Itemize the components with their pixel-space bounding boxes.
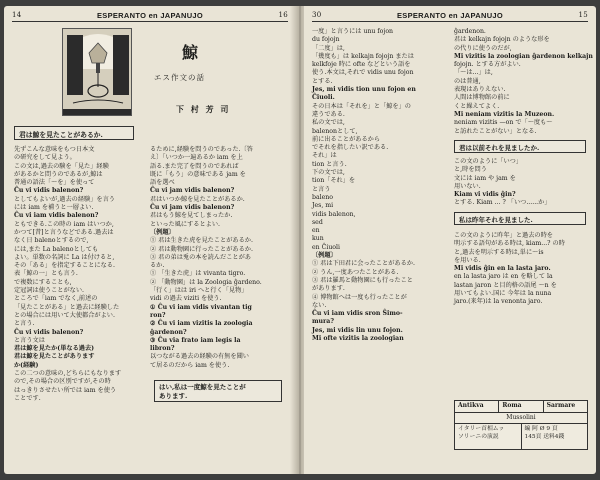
right-running-title: ESPERANTO en JAPANUJO: [396, 10, 504, 20]
text-line: ない.: [312, 301, 327, 309]
text-line: 語を選べ: [150, 179, 175, 187]
text-line: jaro.(来年)は la venonta jaro.: [454, 298, 543, 306]
left-column-2: [150, 146, 290, 370]
text-line: るために,経験を問うのであった.〔答: [150, 146, 253, 153]
text-line: 既に「もう」の意味である jam を: [150, 170, 246, 178]
example-sentence: Ĉu vi jam vidis balenon?: [150, 204, 235, 212]
text-line: とする.: [312, 77, 333, 85]
right-column-2c: [454, 232, 592, 307]
exercise-item: ① 君は生きた虎を見たことがあるか.: [150, 237, 253, 245]
text-line: fojojn. とする方がよい.: [454, 61, 521, 69]
text-line: ② 「動物園」は la Zoologia ĝardeno.: [150, 278, 262, 286]
example-sentence: Mi neniam vizitis la Muzeon.: [454, 110, 555, 118]
text-line: 君は鯨を見たか(単なる過去): [14, 345, 95, 353]
text-line: のは普通,: [454, 77, 481, 85]
text-line: それ」は: [312, 152, 337, 160]
example-sentence: Jes, mi vidis tion unu fojon en: [312, 86, 416, 94]
right-column-2: [454, 28, 592, 136]
exercise-heading: 〔例題〕: [150, 228, 175, 236]
exercise-item: ③ 君は羅馬と動物園にも行ったこと: [312, 276, 413, 284]
text-line: 文には iam や jam を: [454, 174, 516, 182]
text-line: kelkfoje 時に ofte などという語を: [312, 61, 411, 69]
text-line: du fojojn: [312, 36, 340, 44]
ad-price: 編 阿 Ø 9 頁 145頁 送料4錢: [524, 426, 565, 440]
ad-title-word: Sarmare: [546, 402, 576, 409]
ad-title-word: Roma: [499, 401, 543, 412]
text-line: tion と言う.: [312, 160, 347, 168]
text-line: を用いる.: [454, 256, 481, 264]
text-line: があるかと問うのであるが,鯨は: [14, 170, 103, 178]
text-line: ことです.: [14, 394, 41, 402]
text-line: 「幾度も」は kelkajn fojojn または: [312, 52, 414, 60]
left-running-title: ESPERANTO en JAPANUJO: [96, 10, 204, 20]
text-line: 普通の語法「〜を」を使って: [14, 179, 95, 187]
article-subtitle: エス作文の話: [154, 73, 205, 82]
text-line: には iam を補うと一層よい.: [14, 204, 94, 212]
right-column-2b: [454, 158, 592, 208]
text-line: ので,その場合の区別ですが,その時: [14, 378, 111, 386]
text-line: と言う: [312, 185, 331, 193]
answer-line: ② Ĉu vi iam vizitis la zoologia: [150, 320, 253, 328]
right-page-number: 15: [578, 11, 588, 19]
left-page-number: 14: [12, 11, 22, 19]
text-line: 君は kelkajn fojojn のような形を: [454, 36, 550, 44]
text-line: との場合には用いて大使都合がよい.: [14, 311, 115, 319]
left-page: [4, 6, 296, 474]
text-line: 人間は博物館の前に: [454, 94, 510, 102]
text-line: よい。単数の名詞に La は付けると,: [14, 253, 115, 261]
answer-line: ① Ĉu vi iam vidis vivantan tig: [150, 303, 252, 311]
text-line: 君は鯨を見たことがあります: [14, 353, 95, 361]
example-sentence: Mi vizitis la zoologian ĝardenon kelkajn: [454, 52, 593, 60]
text-line: と,時を問う: [454, 166, 487, 174]
text-line: 用いてもよい.国に 今年は la nuna: [454, 290, 552, 298]
text-line: balenonとして,: [312, 127, 358, 135]
answer-line: mura?: [312, 318, 334, 326]
left-running-number: 16: [278, 11, 288, 19]
text-line: 「行く」はは iri へと行く「見物」: [150, 287, 248, 295]
right-column-1: [312, 28, 446, 343]
answer-line: ron?: [150, 311, 166, 319]
boxed-question: 君は鯨を見たことがあるか.: [14, 126, 134, 140]
text-line: ともできる.この時の iam はいつか,: [14, 220, 114, 228]
answer-line: ĝardenon?: [150, 328, 187, 336]
text-line: Jes, mi: [312, 202, 334, 210]
text-line: en la lasta jaro は en を略して la: [454, 273, 553, 281]
text-line: 君はもう鯨を見てしまったか.: [150, 212, 233, 220]
text-line: 以つながる過去の経験の有無を聞い: [150, 353, 249, 361]
text-line: 一度」と言うには unu fojon: [312, 28, 394, 35]
text-line: neniam vizitis —on で「〜度も〜: [454, 119, 553, 127]
exercise-item: ① 君は下田君に会ったことがあるか.: [312, 260, 415, 268]
answer-line: Mi ofte vizitis la zoologian: [312, 334, 404, 342]
text-line: 君はいつか鯨を見たことがあるか.: [150, 195, 245, 203]
text-line: くと繰えてよく.: [454, 102, 500, 110]
article-author: 下 村 芳 司: [176, 104, 231, 114]
answer-line: ③ Ĉu via frato iam legis la: [150, 336, 241, 344]
boxed-sentence-3: 私は昨年それを見ました.: [454, 212, 586, 225]
left-column-1: [14, 146, 142, 403]
text-line: とする. Kiam ... ? 「いつ......か」: [454, 199, 551, 207]
text-line: その「ある」を指定することになる.: [14, 262, 115, 270]
text-line: vidis balenon,: [312, 210, 356, 218]
text-line: かつて[昔]と言うなどである.過去は: [14, 228, 114, 236]
text-line: 「二度」は,: [312, 44, 345, 52]
book-advertisement: [454, 400, 588, 450]
text-line: と言う文は: [14, 336, 45, 344]
example-sentence: Ĉu vi jam vidis balenon?: [150, 187, 235, 195]
article-kanji-title: 鯨: [182, 43, 199, 62]
text-line: 明示する語句がある時は, kiam...? の時: [454, 240, 565, 248]
text-line: には,また La balenoとしても: [14, 245, 99, 253]
answer-line: libron?: [150, 345, 175, 353]
ad-author-name: Mussolini: [455, 412, 587, 423]
text-line: の代りに使うのだが,: [454, 44, 512, 52]
text-line: 私の文では,: [312, 119, 345, 127]
exercise-item: ③ 君の弟は兎の本を読んだことがあ: [150, 253, 251, 261]
text-line: と,過去を明示する時は,単に〜is: [454, 248, 544, 256]
text-line: この文のように昨年」と過去の時を: [454, 232, 553, 239]
answer-line: Jes, mi vidis lin unu fojon.: [312, 326, 403, 334]
left-running-header: [12, 10, 288, 20]
text-line: baleno: [312, 193, 334, 201]
text-line: なく日 balenoとするので,: [14, 237, 89, 245]
text-line: 使う.本文は,それで vidis unu fojon: [312, 69, 414, 77]
text-line: と訪れたことがない」となる.: [454, 127, 537, 135]
text-line: としてもよいが,過去の経験」を言う: [14, 195, 115, 203]
text-line: ① 「生きた虎」は vivanta tigro.: [150, 270, 246, 278]
text-line: 違うである.: [312, 110, 345, 118]
text-line: 前に出ることがあるから: [312, 135, 381, 143]
boxed-question-2: 君は以前それを見ましたか.: [454, 140, 586, 153]
text-line: か(経験): [14, 361, 39, 369]
text-line: その日本は「それを」と「鯨を」の: [312, 102, 411, 110]
text-line: 定冠詞は使うことがない.: [14, 287, 85, 295]
text-line: この文のように「いつ」: [454, 158, 523, 165]
text-line: え〕「いつか一遍あるか iam を上: [150, 154, 243, 162]
text-line: でそれを指したい訳である.: [312, 144, 389, 152]
left-header-rule: [12, 21, 288, 22]
exercise-item: ② うん,一度あつたことがある.: [312, 268, 399, 276]
text-line: 表現はありえない.: [454, 86, 506, 94]
text-line: en Ĉiuoli: [312, 243, 340, 251]
text-line: 先ずこんな意味をもつ日本文: [14, 146, 95, 153]
text-line: sed: [312, 218, 323, 226]
text-line: と言う.: [14, 320, 35, 328]
text-line: en: [312, 227, 320, 235]
text-line: tion「それ」を: [312, 177, 356, 185]
text-line: ĝardenon.: [454, 28, 486, 35]
text-line: 「〜は...」は,: [454, 69, 493, 77]
text-line: 「見たことがある」と過去に経験した: [14, 303, 120, 311]
text-line: はっきりさせたい所では iam を使う: [14, 386, 117, 394]
ad-description: イタリー首相ムッ ソリーニの演説: [455, 424, 522, 449]
text-line: の研究をして見よう。: [14, 154, 76, 162]
text-line: るか.: [150, 262, 165, 270]
right-running-number-left: 30: [312, 11, 322, 19]
text-line: この二つの意味の,どちらにもなります: [14, 370, 122, 378]
example-sentence: Mi vidis ĝin en la lasta jaro.: [454, 265, 551, 273]
example-sentence: Ĉu vi vidis balenon?: [14, 187, 84, 195]
ad-title-word: Antikva: [455, 401, 499, 412]
text-line: ところで「iam でなく,前述の: [14, 295, 98, 303]
text-line: 表「鯨の一」とも言う.: [14, 270, 78, 278]
text-line: て居るのだから iam を使う.: [150, 361, 230, 369]
text-line: lastan jaron と目的格の語尾 〜n を: [454, 281, 557, 289]
text-line: があります.: [312, 285, 345, 293]
exercise-item: ④ 博物館へは一度も行ったことが: [312, 293, 407, 301]
answer-line: Ĉu vi iam vidis sron Ŝimo-: [312, 310, 403, 318]
text-line: kun: [312, 235, 324, 243]
right-running-header: [312, 10, 588, 20]
text-line: といった風にするとよい.: [150, 220, 221, 228]
example-sentence: Ĉu vi iam vidis balenon?: [14, 212, 99, 220]
window-illustration: [62, 28, 132, 116]
text-line: で複数にすることも,: [14, 278, 72, 286]
text-line: vidi の過去 viziti を使う.: [150, 295, 222, 303]
example-sentence: Kiam vi vidis ĝin?: [454, 191, 516, 199]
right-header-rule: [312, 21, 588, 22]
exercise-heading: 〔例題〕: [312, 252, 337, 260]
example-sentence: Ĉiuoli.: [312, 94, 335, 102]
text-line: 下の文では,: [312, 169, 345, 177]
text-line: 語る.また完了を問うのであれば: [150, 162, 239, 170]
exercise-item: ② 君は動物園に行ったことがあるか.: [150, 245, 253, 253]
right-page: [304, 6, 596, 474]
text-line: 用いない.: [454, 182, 481, 190]
example-sentence: Ĉu vi vidis balenon?: [14, 328, 84, 336]
text-line: この文は,過去の験を「見た」経験: [14, 162, 109, 170]
bottom-boxed-sentence: はい,私は一度鯨を見たことが あります.: [154, 380, 282, 402]
